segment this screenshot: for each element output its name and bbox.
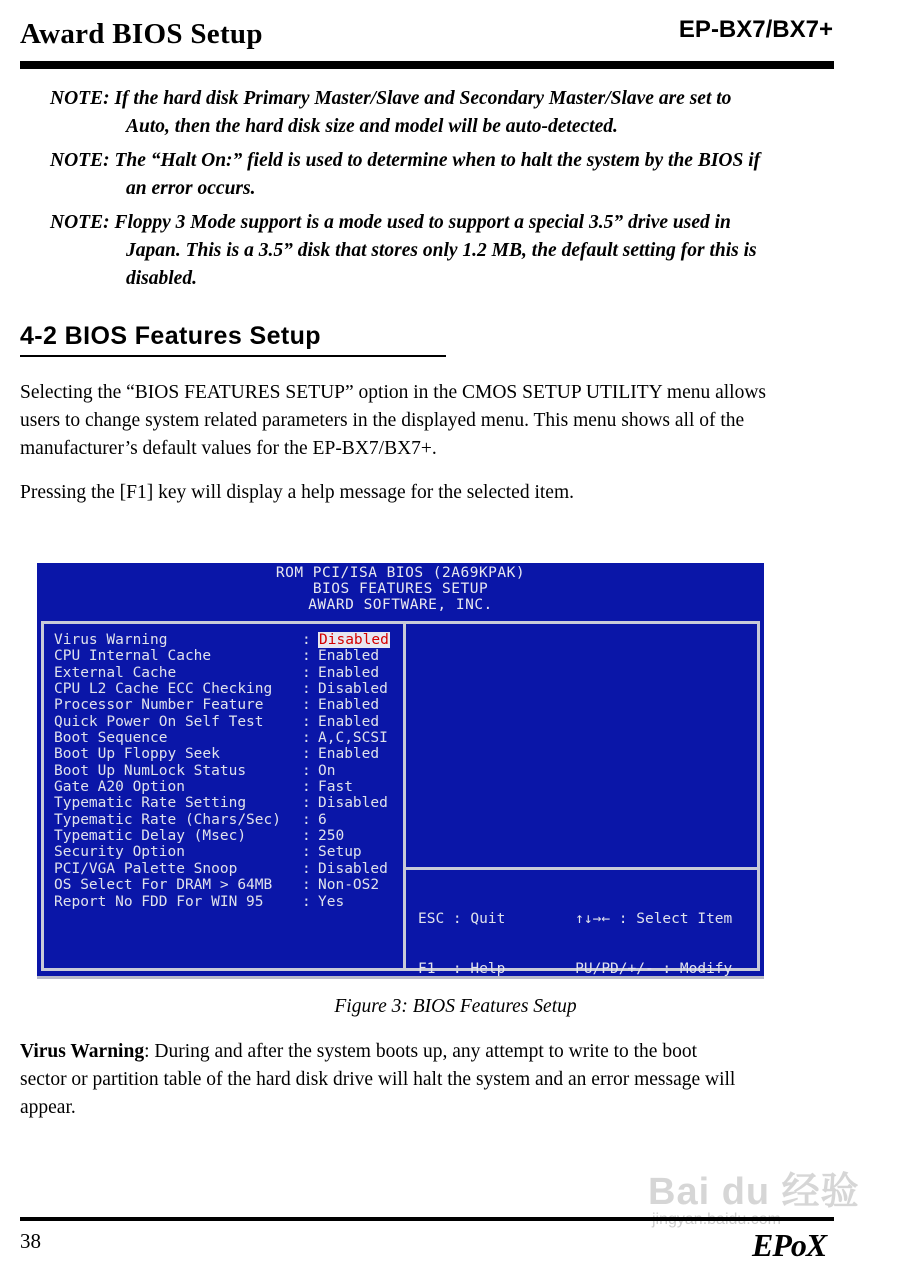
bios-setting-value[interactable]: Disabled [318,681,388,698]
help-paragraph: Pressing the [F1] key will display a help message for the selected item. [20,482,574,503]
section-rule [20,355,446,357]
bios-setting-separator: : [302,730,311,747]
bios-setting-label: Quick Power On Self Test [54,713,264,730]
bios-setting-value[interactable]: 6 [318,811,327,828]
note-floppy-3-mode [50,209,850,293]
bios-setting-label: Gate A20 Option [54,779,185,796]
paragraph-line: manufacturer’s default values for the EP-BX7/BX7+. [20,438,437,459]
bios-setting-row[interactable] [54,795,390,811]
bios-setting-row[interactable] [54,877,390,893]
bios-setting-value[interactable]: On [318,762,336,779]
bios-key-help [418,878,732,979]
bios-setting-row[interactable] [54,746,390,762]
bios-screenshot [37,563,764,979]
note-line: NOTE: If the hard disk Primary Master/Slave and Secondary Master/Slave are set to [50,88,732,109]
paragraph-line: Selecting the “BIOS FEATURES SETUP” option in the CMOS SETUP UTILITY menu allows [20,382,767,403]
watermark: Bai du 经验 [648,1171,860,1213]
bios-title-line: AWARD SOFTWARE, INC. [308,597,493,613]
bios-setting-separator: : [302,860,311,877]
term: Virus Warning [20,1041,145,1062]
bios-setting-separator: : [302,762,311,779]
virus-warning-paragraph [20,1038,840,1122]
bios-setting-label: Security Option [54,844,185,861]
note-halt-on [50,147,850,203]
note-line: Japan. This is a 3.5” disk that stores only 1.2 MB, the default setting for this is [126,240,757,261]
bios-setting-row[interactable] [54,681,390,697]
bios-setting-value[interactable]: Setup [318,844,362,861]
bios-setting-value[interactable]: Enabled [318,746,380,763]
note-line: an error occurs. [126,178,256,199]
bios-setting-separator: : [302,681,311,698]
bios-setting-value[interactable]: A,C,SCSI [318,730,388,747]
note-line: NOTE: Floppy 3 Mode support is a mode used to support a special 3.5” drive used in [50,212,731,233]
note-line: disabled. [126,268,197,289]
bios-setting-label: PCI/VGA Palette Snoop [54,860,238,877]
bios-setting-separator: : [302,877,311,894]
bios-setting-label: CPU L2 Cache ECC Checking [54,681,273,698]
bios-setting-value[interactable]: Enabled [318,713,380,730]
bios-setting-row[interactable] [54,730,390,746]
bios-setting-separator: : [302,795,311,812]
note-line: NOTE: The “Halt On:” field is used to determine when to halt the system by the BIOS if [50,150,761,171]
bios-setting-separator: : [302,811,311,828]
figure-caption: Figure 3: BIOS Features Setup [334,996,577,1017]
bios-setting-value[interactable]: Disabled [319,632,389,648]
bios-setting-separator: : [302,713,311,730]
bios-setting-separator: : [302,664,311,681]
bios-setting-separator: : [302,779,311,796]
bios-setting-separator: : [302,828,311,845]
bios-divider [403,621,406,971]
bios-setting-separator: : [302,893,311,910]
bios-setting-row[interactable] [54,697,390,713]
bios-help-line: F1 : Help PU/PD/+/- : Modify [418,960,733,977]
bios-setting-row[interactable] [54,844,390,860]
header-rule [20,61,834,69]
bios-setting-separator: : [302,632,311,648]
bios-setting-separator: : [302,746,311,763]
bios-divider [403,867,760,870]
bios-setting-label: External Cache [54,664,177,681]
paragraph-line: appear. [20,1097,76,1118]
page-number: 38 [20,1229,41,1253]
bios-setting-label: OS Select For DRAM > 64MB [54,877,273,894]
bios-setting-label: Report No FDD For WIN 95 [54,893,264,910]
bios-settings-list [54,632,390,910]
bios-help-line: ESC : Quit ↑↓→← : Select Item [418,911,733,927]
paragraph-line: sector or partition table of the hard disk drive will halt the system and an error message will [20,1069,736,1090]
bios-setting-value[interactable]: Enabled [318,648,380,665]
bios-setting-row[interactable] [54,812,390,828]
bios-setting-label: CPU Internal Cache [54,648,212,665]
paragraph-line [20,1038,840,1066]
bios-setting-row[interactable] [54,632,390,648]
bios-setting-value[interactable]: 250 [318,828,345,845]
bios-setting-separator: : [302,844,311,861]
header-model: EP-BX7/BX7+ [678,16,833,43]
bios-setting-value[interactable]: Yes [318,893,345,910]
header-title: Award BIOS Setup [20,18,263,50]
paragraph-line: users to change system related parameters in the displayed menu. This menu shows all of the [20,410,745,431]
bios-setting-value[interactable]: Disabled [318,795,388,812]
bios-setting-row[interactable] [54,828,390,844]
footer-rule [20,1217,834,1221]
bios-setting-row[interactable] [54,894,390,910]
section-title: 4-2 BIOS Features Setup [20,322,321,350]
bios-setting-row[interactable] [54,648,390,664]
bios-setting-value[interactable]: Non-OS2 [318,877,380,894]
note-hard-disk [50,85,850,141]
bios-setting-value[interactable]: Enabled [318,697,380,714]
bios-setting-label: Typematic Rate (Chars/Sec) [54,811,281,828]
bios-setting-row[interactable] [54,665,390,681]
bios-setting-row[interactable] [54,861,390,877]
bios-title [37,565,764,613]
bios-setting-row[interactable] [54,763,390,779]
bios-setting-label: Boot Up Floppy Seek [54,746,220,763]
bios-setting-value[interactable]: Disabled [318,860,388,877]
definition-text: : During and after the system boots up, any attempt to write to the boot [144,1041,698,1062]
bios-setting-separator: : [302,697,311,714]
bios-setting-separator: : [302,648,311,665]
bios-title-line: ROM PCI/ISA BIOS (2A69KPAK) [275,565,526,581]
bios-setting-label: Virus Warning [54,632,168,648]
note-line: Auto, then the hard disk size and model will be auto-detected. [126,116,618,137]
intro-paragraph [20,379,840,463]
bios-setting-value[interactable]: Fast [318,779,353,796]
bios-setting-label: Typematic Delay (Msec) [54,828,247,845]
bios-title-line: BIOS FEATURES SETUP [312,581,489,597]
bios-setting-label: Boot Up NumLock Status [54,762,247,779]
bios-setting-value[interactable]: Enabled [318,664,380,681]
bios-bottom-border [37,976,764,979]
bios-setting-label: Typematic Rate Setting [54,795,247,812]
bios-setting-row[interactable] [54,714,390,730]
bios-setting-label: Processor Number Feature [54,697,264,714]
bios-setting-label: Boot Sequence [54,730,168,747]
brand-logo: EPoX [752,1227,827,1263]
bios-setting-row[interactable] [54,779,390,795]
